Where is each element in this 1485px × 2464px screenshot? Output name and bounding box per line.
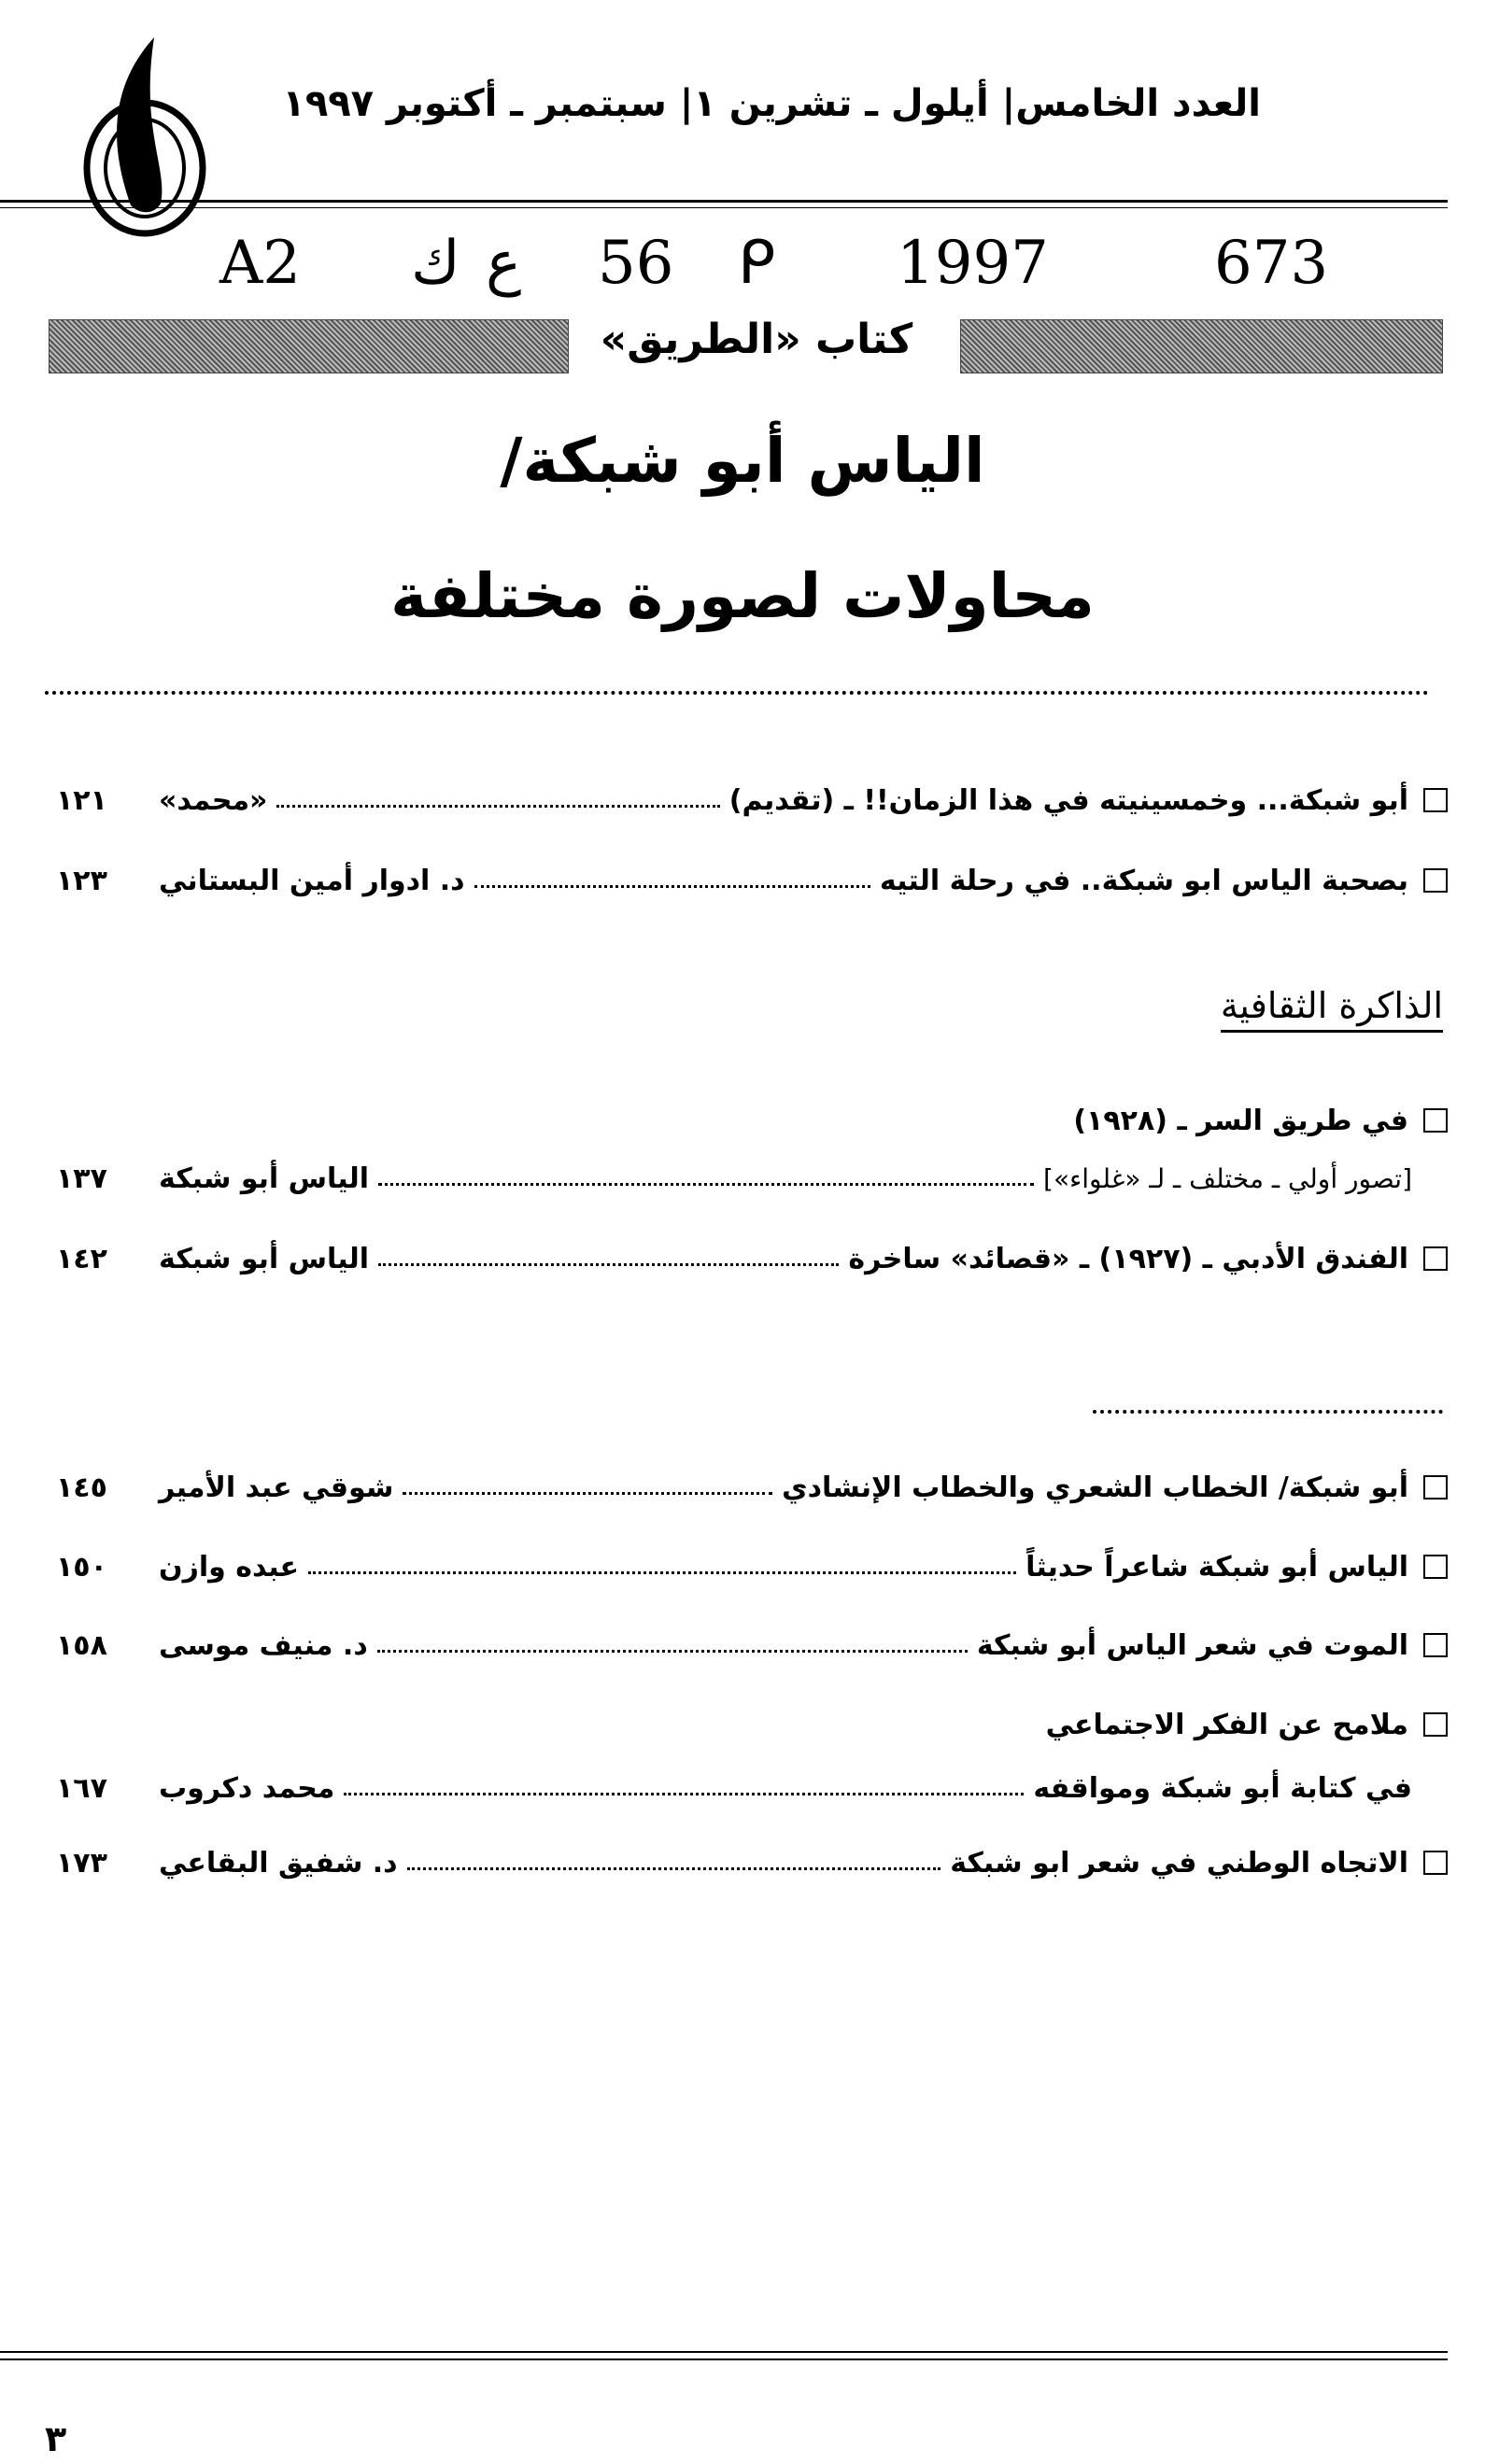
toc-entry[interactable]	[56, 777, 1448, 824]
toc-entry[interactable]	[56, 1097, 1448, 1144]
checkbox-icon	[1423, 788, 1448, 812]
toc-entry[interactable]	[56, 857, 1448, 904]
issue-line: العدد الخامس| أيلول ـ تشرين ١| سبتمبر ـ أكتوبر ١٩٩٧	[282, 82, 1261, 125]
toc-entry[interactable]	[56, 1543, 1448, 1590]
checkbox-icon	[1423, 1246, 1448, 1271]
entry-page: ١٤٥	[56, 1471, 107, 1504]
checkbox-icon	[1423, 1475, 1448, 1500]
section-heading: الذاكرة الثقافية	[1221, 985, 1443, 1033]
entry-title: أبو شبكة... وخمسينيته في هذا الزمان!! ـ (تقديم)	[728, 783, 1408, 817]
entry-page: ١٧٣	[56, 1846, 107, 1880]
entry-title: في طريق السر ـ (١٩٢٨)	[1073, 1104, 1408, 1137]
checkbox-icon	[1423, 1633, 1448, 1657]
checkbox-icon	[1423, 1712, 1448, 1737]
dotted-separator	[45, 691, 1429, 695]
dotted-separator	[1093, 1410, 1443, 1414]
checkbox-icon	[1423, 1108, 1448, 1133]
entry-author: د. ادوار أمين البستاني	[159, 864, 465, 897]
flame-logo-icon	[75, 28, 215, 243]
entry-author: عبده وازن	[159, 1550, 300, 1584]
entry-page: ١٥٠	[56, 1550, 107, 1584]
handwritten-mark: A2	[219, 229, 301, 298]
toc-entry[interactable]	[56, 1701, 1448, 1748]
handwritten-mark: ع	[486, 229, 522, 298]
header-rule-thin	[0, 207, 1448, 208]
checkbox-icon	[1423, 1851, 1448, 1875]
toc-entry[interactable]	[56, 1464, 1448, 1511]
header-rule	[0, 200, 1448, 203]
main-title: الياس أبو شبكة/	[500, 425, 985, 497]
toc-entry[interactable]	[56, 1839, 1448, 1886]
entry-title: ملامح عن الفكر الاجتماعي	[1045, 1708, 1408, 1741]
toc-entry-continuation	[56, 1765, 1412, 1811]
toc-entry-continuation	[56, 1155, 1412, 1202]
entry-title: الموت في شعر الياس أبو شبكة	[976, 1628, 1408, 1662]
entry-author: الياس أبو شبكة	[159, 1162, 370, 1195]
page-number: ٣	[45, 2418, 67, 2459]
main-subtitle: محاولات لصورة مختلفة	[390, 560, 1095, 632]
handwritten-mark: 1997	[897, 229, 1049, 298]
entry-page: ١٤٢	[56, 1242, 107, 1275]
entry-author: د. شفيق البقاعي	[159, 1846, 398, 1880]
entry-subtitle: [تصور أولي ـ مختلف ـ لـ «غلواء»]	[1043, 1162, 1412, 1194]
handwritten-mark: ᑭ	[738, 229, 776, 298]
entry-page: ١٢١	[56, 783, 107, 817]
entry-page: ١٥٨	[56, 1628, 107, 1662]
hatched-band-left	[49, 319, 569, 373]
entry-title: الياس أبو شبكة شاعراً حديثاً	[1025, 1550, 1408, 1584]
entry-author: محمد دكروب	[159, 1771, 335, 1805]
entry-page: ١٣٧	[56, 1162, 107, 1195]
hatched-band-right	[960, 319, 1443, 373]
toc-entry[interactable]	[56, 1622, 1448, 1668]
book-series-title: كتاب «الطريق»	[600, 316, 913, 363]
entry-title: الاتجاه الوطني في شعر ابو شبكة	[950, 1846, 1408, 1880]
entry-author: شوقي عبد الأمير	[159, 1471, 394, 1504]
checkbox-icon	[1423, 1555, 1448, 1579]
handwritten-mark: ﻙ	[411, 229, 460, 298]
footer-rule	[0, 2351, 1448, 2353]
entry-page: ١٢٣	[56, 864, 107, 897]
footer-rule-second	[0, 2358, 1448, 2360]
entry-title: بصحبة الياس ابو شبكة.. في رحلة التيه	[879, 864, 1408, 897]
entry-title: أبو شبكة/ الخطاب الشعري والخطاب الإنشادي	[782, 1471, 1408, 1504]
entry-author: د. منيف موسى	[159, 1628, 368, 1662]
handwritten-mark: 56	[598, 229, 674, 298]
checkbox-icon	[1423, 868, 1448, 893]
entry-subtitle: في كتابة أبو شبكة ومواقفه	[1033, 1771, 1412, 1805]
entry-page: ١٦٧	[56, 1771, 107, 1805]
handwritten-mark: 673	[1214, 229, 1329, 298]
entry-title: الفندق الأدبي ـ (١٩٢٧) ـ «قصائد» ساخرة	[848, 1242, 1408, 1275]
toc-entry[interactable]	[56, 1235, 1448, 1282]
entry-author: الياس أبو شبكة	[159, 1242, 370, 1275]
entry-author: «محمد»	[159, 783, 268, 817]
